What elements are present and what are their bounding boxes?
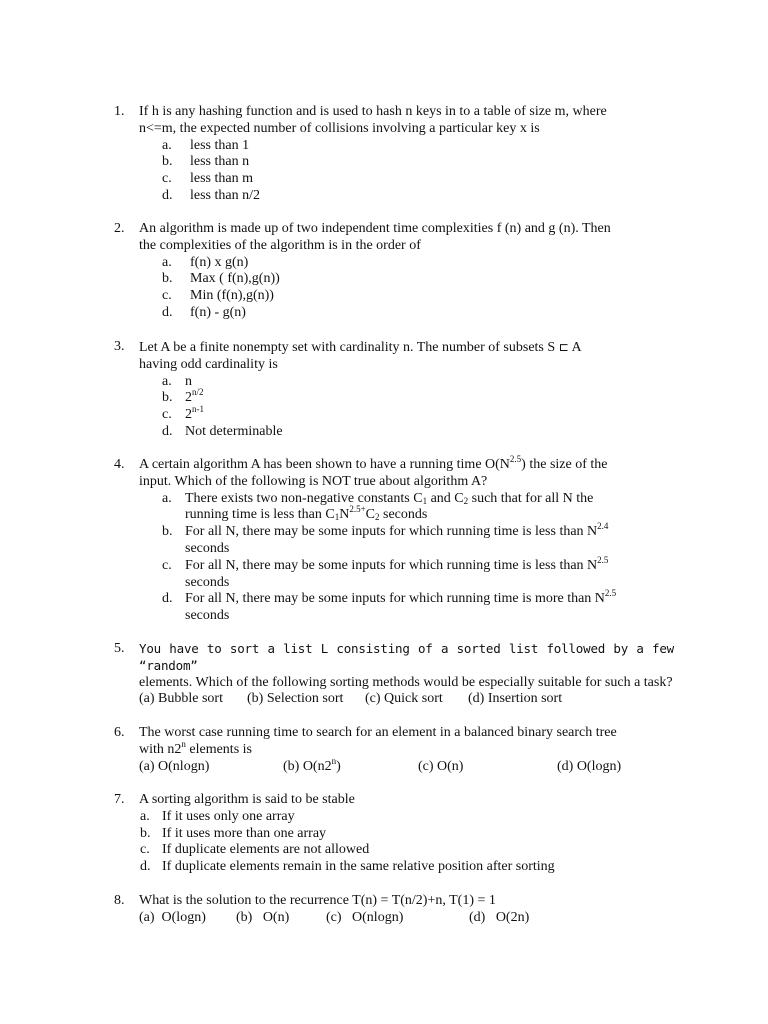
choice-c: (c) O(n) [418, 758, 464, 774]
question-number: 4. [114, 457, 125, 472]
option-b: b. For all N, there may be some inputs for which running time is less than $N^{2.4}$ seconds [162, 521, 609, 556]
choice-row [139, 910, 674, 927]
question-stem: An algorithm is made up of two independent time complexities f (n) and g (n). Then the complexities of the algorithm is in the order of [139, 221, 611, 253]
question-number: 2. [114, 221, 125, 236]
option-d: d. f(n) - g(n) [162, 304, 246, 320]
option-c: c. For all N, there may be some inputs for which running time is less than $N^{2.5}$ seconds [162, 554, 609, 590]
choice-b: (b) Selection sort [247, 691, 344, 707]
question-number: 6. [114, 725, 125, 740]
question-number: 8. [114, 893, 125, 908]
choice-b: (b) O(n) [236, 909, 290, 925]
option-a: a. There exists two non-negative constants $C_1$ and $C_2$ such that for all N the running time is less than $C_1N^{2.5+}C_2$ seconds [162, 490, 594, 523]
option-list [114, 374, 674, 441]
question-stem: A sorting algorithm is said to be stable [139, 792, 355, 807]
option-a: a. If it uses only one array [140, 808, 295, 824]
choice-a: (a) Bubble sort [139, 691, 223, 707]
question-7 [114, 792, 674, 876]
question-stem: What is the solution to the recurrence T(n) = T(n/2)+n, T(1) = 1 [139, 893, 496, 908]
question-8 [114, 893, 674, 927]
option-c: c. less than m [162, 171, 253, 187]
choice-d: (d) O(2n) [469, 909, 530, 925]
choice-b: (b) O(n2$^n$) [283, 755, 341, 774]
question-3 [114, 339, 674, 441]
choice-a: (a) O(nlogn) [139, 758, 210, 774]
option-c: c. Min (f(n),g(n)) [162, 288, 274, 304]
choice-d: (d) O(logn) [557, 758, 622, 774]
question-stem: You have to sort a list L consisting of a sorted list followed by a few “random” elements. Which of the following sorting methods would be especially suitable for such a task? [139, 641, 674, 690]
option-d: d. Not determinable [162, 423, 283, 439]
question-stem: Let A be a finite nonempty set with cardinality n. The number of subsets S ⊏ A having odd cardinality is [139, 340, 582, 372]
option-d: d. If duplicate elements remain in the same relative position after sorting [140, 859, 555, 875]
question-number: 1. [114, 104, 125, 119]
choice-row [139, 691, 674, 708]
option-list [114, 491, 674, 625]
question-number: 3. [114, 339, 125, 354]
option-b: b. less than n [162, 154, 250, 170]
question-number: 5. [114, 641, 125, 656]
choice-a: (a) O(logn) [139, 909, 206, 925]
question-stem: The worst case running time to search for an element in a balanced binary search tree with n2$^n$ elements is [139, 725, 617, 757]
option-a: a. less than 1 [162, 137, 250, 153]
question-stem: If h is any hashing function and is used to hash n keys in to a table of size m, where n<=m, the expected number of collisions involving a particular key x is [139, 104, 607, 136]
choice-d: (d) Insertion sort [468, 691, 563, 707]
subset-symbol: ⊏ [558, 340, 569, 354]
choice-c: (c) O(nlogn) [326, 909, 404, 925]
choice-row [139, 755, 674, 776]
option-c: c. If duplicate elements are not allowed [140, 842, 370, 858]
choice-c: (c) Quick sort [365, 691, 443, 707]
option-b: b. $2^{n/2}$ [162, 387, 204, 406]
question-1 [114, 104, 674, 205]
option-a: a. n [162, 373, 192, 389]
question-stem: A certain algorithm A has been shown to have a running time $O(N^{2.5})$ the size of the input. Which of the following is NOT true about algorithm A? [139, 454, 608, 489]
question-6 [114, 725, 674, 776]
option-b: b. Max ( f(n),g(n)) [162, 271, 280, 287]
option-d: d. For all N, there may be some inputs for which running time is more than $N^{2.5}$ seconds [162, 588, 617, 624]
question-4 [114, 454, 674, 625]
option-list [114, 255, 674, 322]
question-number: 7. [114, 792, 125, 807]
option-c: c. 2$^{n-1}$ [162, 404, 204, 423]
option-a: a. f(n) x g(n) [162, 254, 249, 270]
option-d: d. less than n/2 [162, 187, 260, 203]
option-list [114, 809, 674, 876]
question-2 [114, 221, 674, 322]
question-5 [114, 641, 674, 708]
option-list [114, 138, 674, 205]
option-b: b. If it uses more than one array [140, 825, 327, 841]
